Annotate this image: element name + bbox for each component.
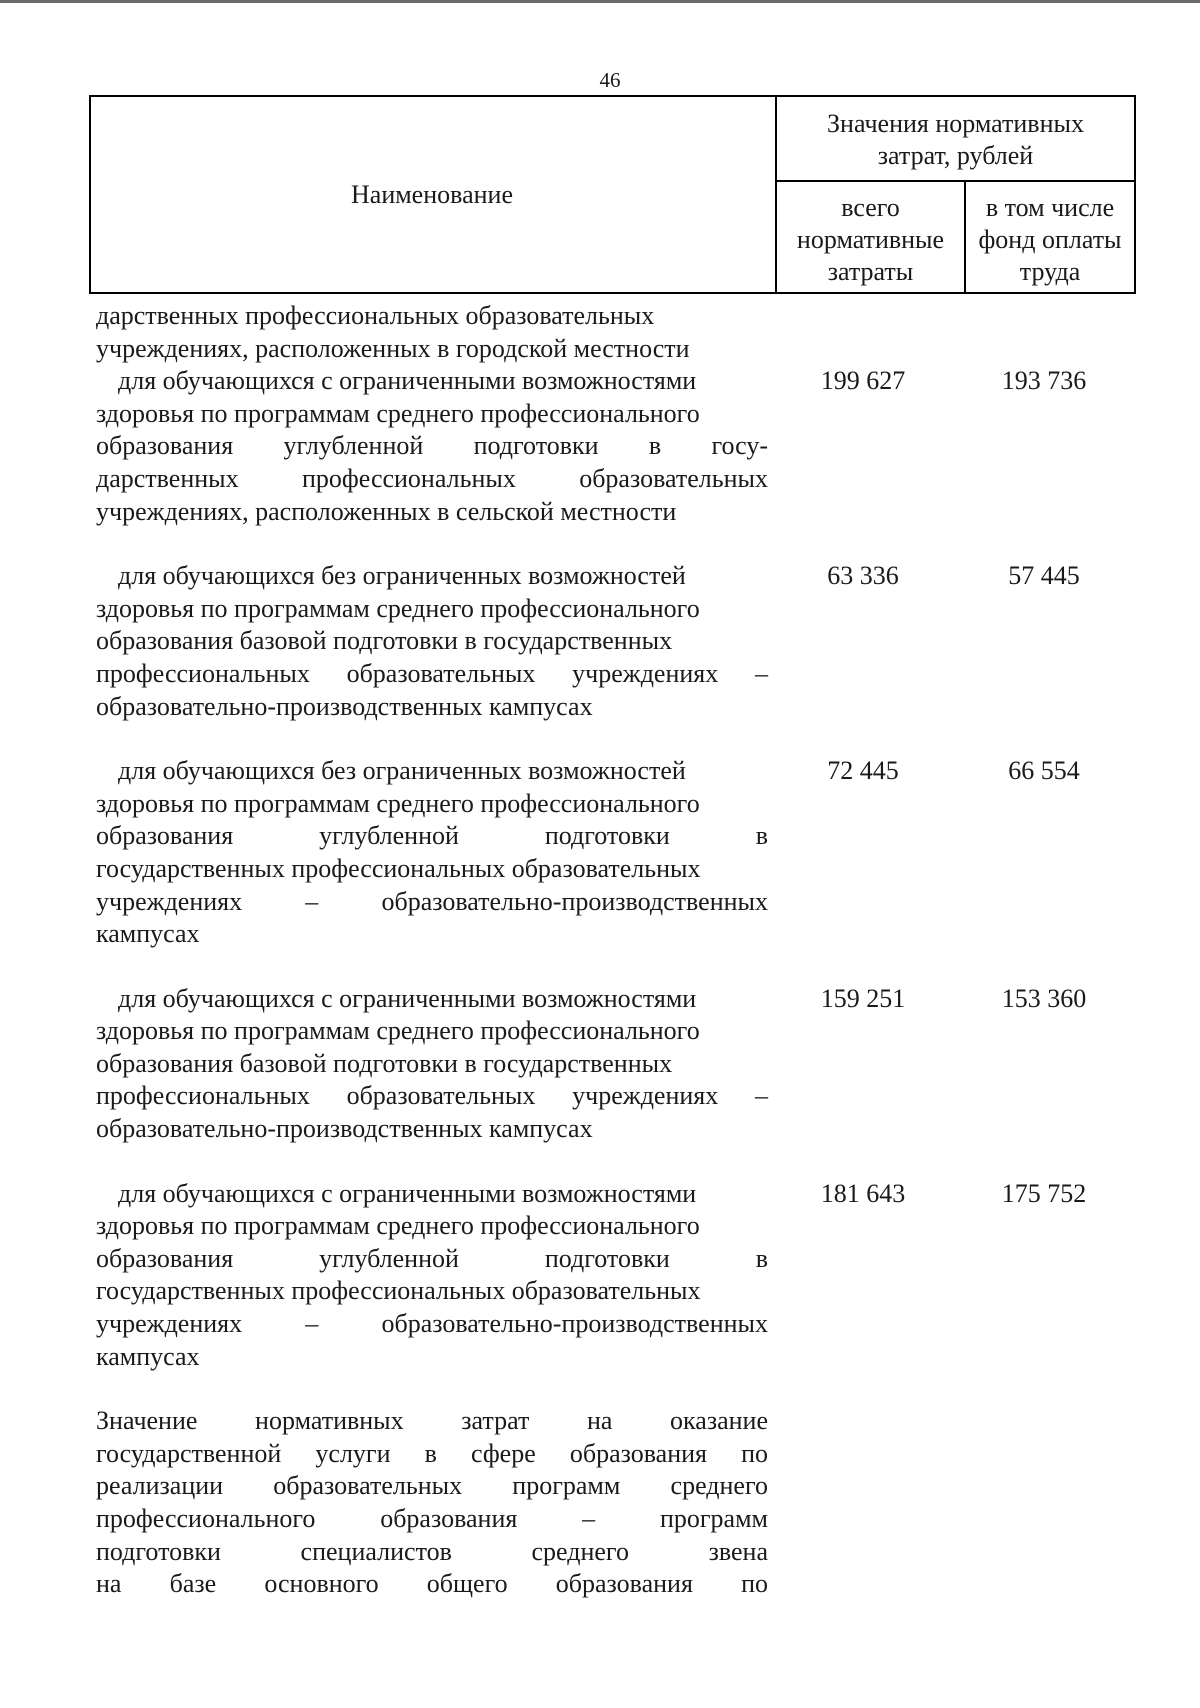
table-row bbox=[96, 755, 1136, 951]
row-line: здоровья по программам среднего профессионального bbox=[96, 398, 700, 428]
row-line: образования базовой подготовки в государственных bbox=[96, 626, 673, 656]
row-line: профессиональных образовательных учреждениях – bbox=[96, 1081, 768, 1111]
final-line: на базе основного общего образования по bbox=[96, 1569, 768, 1599]
row-line: дарственных профессиональных образовательных bbox=[96, 463, 768, 493]
row-line: образования углубленной подготовки в bbox=[96, 1243, 768, 1273]
header-wage-line-2: фонд оплаты bbox=[978, 225, 1122, 254]
table-row bbox=[96, 365, 1136, 528]
header-total-line-1: всего bbox=[841, 193, 900, 222]
table-row bbox=[96, 983, 1136, 1146]
row-line: для обучающихся с ограниченными возможностями bbox=[118, 1178, 697, 1208]
row-spacer bbox=[96, 528, 1136, 560]
row-line: образования углубленной подготовки в госу- bbox=[96, 431, 768, 461]
row-line: образования базовой подготовки в государственных bbox=[96, 1048, 673, 1078]
header-values-group bbox=[777, 108, 1134, 172]
row-spacer bbox=[96, 951, 1136, 983]
header-total-line-2: нормативные bbox=[796, 225, 945, 254]
row-name bbox=[96, 983, 768, 1146]
row-line: здоровья по программам среднего профессионального bbox=[96, 1211, 700, 1241]
final-line: подготовки специалистов среднего звена bbox=[96, 1536, 768, 1566]
row-line: государственных профессиональных образовательных bbox=[96, 853, 701, 883]
row-total-value: 181 643 bbox=[820, 1178, 906, 1208]
row-line: государственных профессиональных образовательных bbox=[96, 1276, 701, 1306]
row-name bbox=[96, 560, 768, 723]
row-line: здоровья по программам среднего профессионального bbox=[96, 593, 700, 623]
row-line: учреждениях – образовательно-производственных bbox=[96, 886, 768, 916]
table-body bbox=[96, 300, 1136, 1601]
continued-line-1: дарственных профессиональных образовательных bbox=[96, 301, 655, 330]
row-spacer bbox=[96, 1373, 1136, 1405]
row-wage-value: 57 445 bbox=[1008, 561, 1080, 591]
row-wage-value: 66 554 bbox=[1008, 756, 1080, 786]
header-wage-line-3: труда bbox=[1019, 257, 1081, 286]
page-number: 46 bbox=[599, 68, 621, 92]
row-line: для обучающихся без ограниченных возможностей bbox=[118, 756, 686, 786]
table-header bbox=[89, 95, 1136, 294]
header-wage-line-1: в том числе bbox=[985, 193, 1115, 222]
row-name bbox=[96, 1178, 768, 1374]
final-paragraph bbox=[96, 1405, 768, 1601]
final-line: профессионального образования – программ bbox=[96, 1504, 768, 1533]
scan-edge-line bbox=[0, 0, 1200, 3]
row-line: для обучающихся без ограниченных возможностей bbox=[118, 561, 686, 591]
header-total-line-3: затраты bbox=[827, 257, 914, 286]
row-line: образовательно-производственных кампусах bbox=[96, 691, 593, 721]
header-name-col: Наименование bbox=[351, 180, 513, 209]
header-top-border bbox=[89, 95, 1136, 97]
row-total-value: 63 336 bbox=[827, 561, 899, 591]
row-wage-value: 153 360 bbox=[1001, 983, 1087, 1013]
header-right-border bbox=[1134, 95, 1136, 294]
continued-text bbox=[96, 300, 768, 365]
row-total-value: 72 445 bbox=[827, 756, 899, 786]
row-spacer bbox=[96, 723, 1136, 755]
row-total-value: 159 251 bbox=[820, 983, 906, 1013]
row-name bbox=[96, 755, 768, 951]
row-wage-value: 193 736 bbox=[1001, 366, 1087, 396]
row-wage-value: 175 752 bbox=[1001, 1178, 1087, 1208]
header-total-col bbox=[777, 192, 964, 288]
row-line: здоровья по программам среднего профессионального bbox=[96, 788, 700, 818]
row-line: здоровья по программам среднего профессионального bbox=[96, 1016, 700, 1046]
header-bottom-border bbox=[89, 292, 1136, 294]
row-line: для обучающихся с ограниченными возможностями bbox=[118, 983, 697, 1013]
row-name bbox=[96, 365, 768, 528]
header-wage-col bbox=[966, 192, 1134, 288]
row-line: учреждениях – образовательно-производственных bbox=[96, 1309, 768, 1339]
final-line: государственной услуги в сфере образования по bbox=[96, 1438, 768, 1468]
row-line: учреждениях, расположенных в сельской местности bbox=[96, 496, 677, 526]
final-line: Значение нормативных затрат на оказание bbox=[96, 1406, 768, 1436]
row-line: образования углубленной подготовки в bbox=[96, 821, 768, 851]
row-line: кампусах bbox=[96, 919, 200, 949]
row-line: для обучающихся с ограниченными возможностями bbox=[118, 366, 697, 396]
header-values-line-1: Значения нормативных bbox=[827, 109, 1084, 138]
row-spacer bbox=[96, 1146, 1136, 1178]
table-row bbox=[96, 560, 1136, 723]
row-total-value: 199 627 bbox=[820, 366, 906, 396]
final-line: реализации образовательных программ среднего bbox=[96, 1471, 768, 1501]
row-line: профессиональных образовательных учреждениях – bbox=[96, 658, 768, 688]
header-values-line-2: затрат, рублей bbox=[877, 141, 1034, 170]
header-group-divider bbox=[775, 180, 1136, 182]
row-line: образовательно-производственных кампусах bbox=[96, 1114, 593, 1144]
continued-line-2: учреждениях, расположенных в городской местности bbox=[96, 333, 690, 363]
row-line: кампусах bbox=[96, 1341, 200, 1371]
table-row bbox=[96, 1178, 1136, 1374]
